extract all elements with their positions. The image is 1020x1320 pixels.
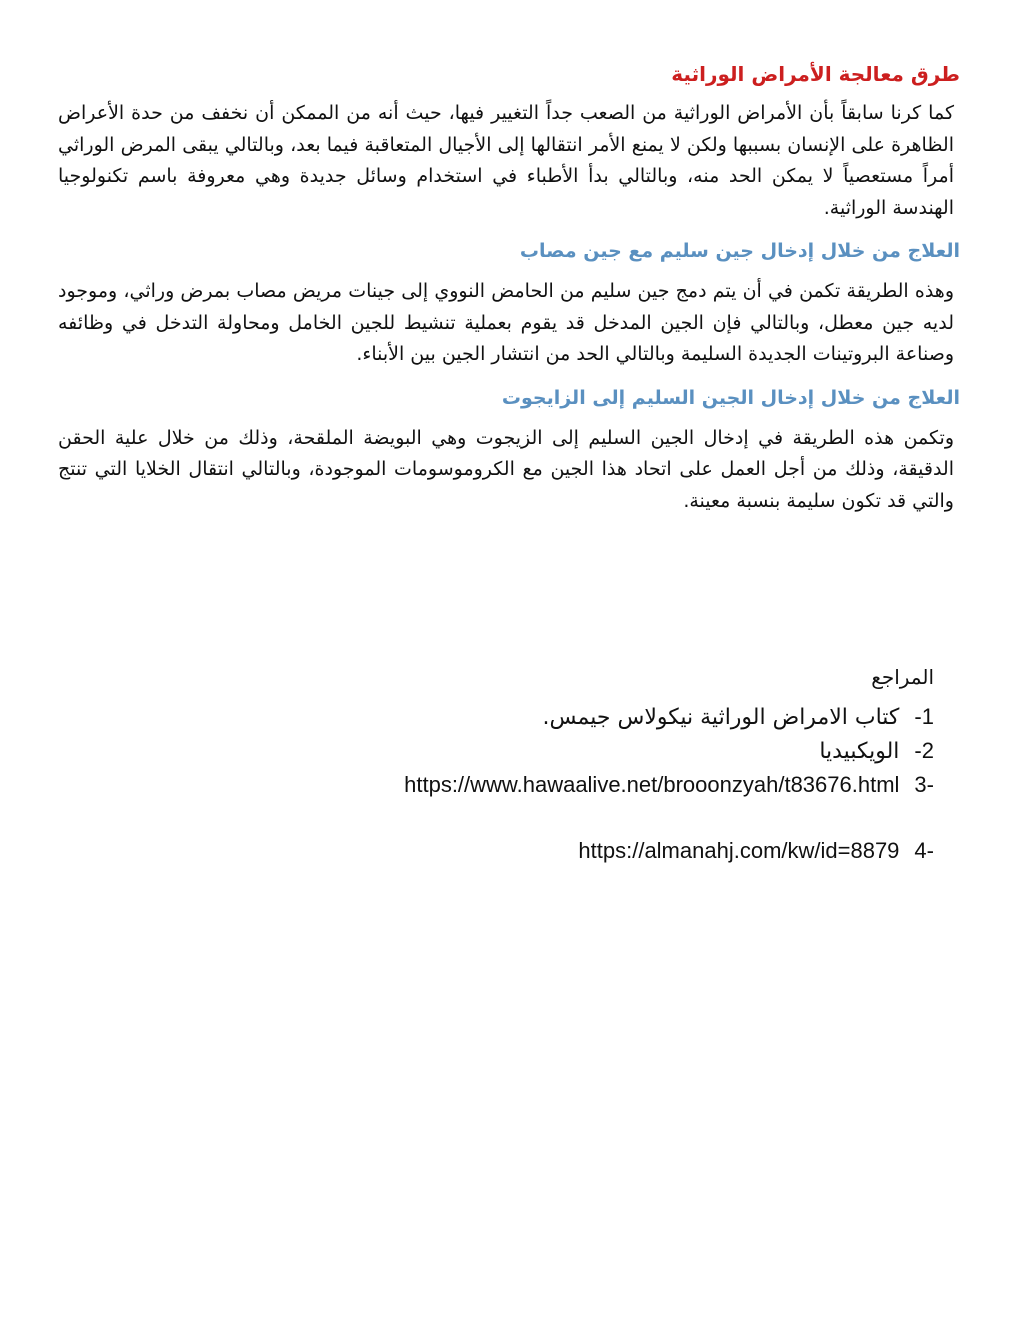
reference-link[interactable]: https://www.hawaalive.net/brooonzyah/t83676.html — [404, 772, 900, 797]
intro-paragraph: كما كرنا سابقاً بأن الأمراض الوراثية من الصعب جداً التغيير فيها، حيث أنه من الممكن أن نخفف من حدة الأعراض الظاهرة على الإنسان بسببها ولكن لا يمنع الأمر انتقالها إلى الأجيال المتعاقبة فيما بعد، وبالتالي يبقى المرض الوراثي أمراً مستعصياً لا يمكن الحد منه، وبالتالي بدأ الأطباء في استخدام وسائل جديدة وهي معروفة باسم تكنولوجيا الهندسة الوراثية. — [58, 102, 954, 219]
document-body — [58, 58, 960, 517]
reference-number: -4 — [914, 838, 934, 863]
reference-text: الويكبيديا — [819, 739, 900, 764]
reference-number: 2- — [914, 738, 934, 763]
section-heading-2: العلاج من خلال إدخال الجين السليم إلى الزايجوت — [501, 386, 960, 409]
section-paragraph-2: وتكمن هذه الطريقة في إدخال الجين السليم إلى الزيجوت وهي البويضة الملقحة، وذلك من خلال علية الحقن الدقيقة، وذلك من أجل العمل على اتحاد هذا الجين مع الكروموسومات الموجودة، وبالتالي انتقال الخلايا التي تنتج والتي قد تكون سليمة بنسبة معينة. — [58, 426, 954, 512]
reference-item — [254, 700, 934, 734]
section-paragraph-1: وهذه الطريقة تكمن في أن يتم دمج جين سليم من الحامض النووي إلى جينات مريض مصاب بمرض وراثي، وموجود لديه جين معطل، وبالتالي فإن الجين المدخل قد يقوم بعملية تنشيط للجين الخامل ومحاولة التدخل في وظائفه وصناعة البروتينات الجديدة السليمة وبالتالي الحد من انتشار الجين بين الأبناء. — [58, 280, 954, 365]
section-heading-1: العلاج من خلال إدخال جين سليم مع جين مصاب — [519, 240, 960, 262]
reference-spacer — [254, 802, 934, 834]
reference-item — [254, 768, 934, 802]
reference-number: 1- — [914, 704, 934, 729]
references-title: المراجع — [871, 665, 934, 689]
reference-item — [254, 734, 934, 768]
reference-item — [254, 834, 934, 868]
page-title: طرق معالجة الأمراض الوراثية — [671, 62, 960, 86]
references-section — [254, 660, 934, 868]
reference-link[interactable]: https://almanahj.com/kw/id=8879 — [578, 838, 900, 863]
reference-number: -3 — [914, 772, 934, 797]
reference-text: كتاب الامراض الوراثية نيكولاس جيمس. — [542, 705, 900, 730]
